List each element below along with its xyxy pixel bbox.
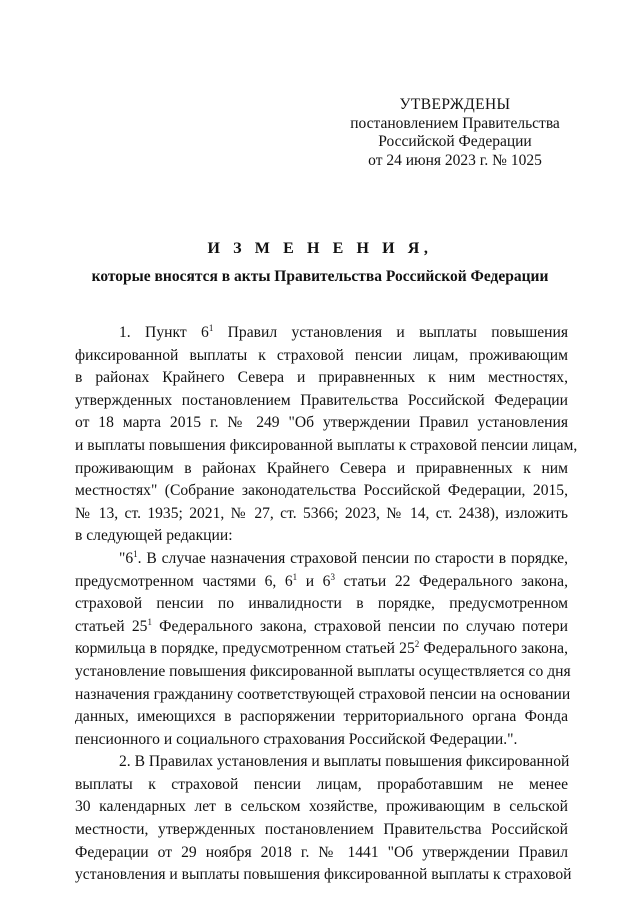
text-line: 2. В Правилах установления и выплаты повышения фиксированной xyxy=(119,753,570,771)
text-line: "$6^1$. В случае назначения страховой пенсии по старости в порядке, xyxy=(119,548,568,567)
document-subtitle: которые вносятся в акты Правительства Российской Федерации xyxy=(91,268,549,285)
text-line: пенсионного и социального страхования Российской Федерации.". xyxy=(75,730,518,748)
text-line: статьей $25^1$ Федерального закона, страховой пенсии по случаю потери xyxy=(75,616,568,635)
text-line: местности, утвержденных постановлением Правительства Российской xyxy=(75,821,568,839)
text-line: данных, имеющихся в распоряжении территориального органа Фонда xyxy=(75,708,568,726)
text-line: утвержденных постановлением Правительства Российской Федерации xyxy=(75,391,568,409)
approved-date-line: от 24 июня 2023 г. № 1025 xyxy=(368,151,542,169)
text-line: Федерации от 29 ноября 2018 г. № 1441 "Об утверждении Правил xyxy=(75,843,568,861)
text-line: и выплаты повышения фиксированной выплаты к страховой пенсии лицам, xyxy=(75,436,578,454)
text-line: 30 календарных лет в сельском хозяйстве, проживающим в сельской xyxy=(75,798,568,816)
text-line: установления и выплаты повышения фиксированной выплаты к страховой xyxy=(75,866,572,884)
text-line: выплаты к страховой пенсии лицам, проработавшим не менее xyxy=(75,775,568,793)
text-line: кормильца в порядке, предусмотренном статьей $25^2$ Федерального закона, xyxy=(75,639,568,658)
approved-authority-line: Российской Федерации xyxy=(378,133,532,150)
document-title: И З М Е Н Е Н И Я, xyxy=(207,240,433,257)
text-line: проживающим в районах Крайнего Севера и приравненных к ним xyxy=(75,459,568,477)
document-body xyxy=(75,322,578,887)
approved-label: УТВЕРЖДЕНЫ xyxy=(399,96,511,113)
text-line: в следующей редакции: xyxy=(75,527,233,545)
text-line: назначения гражданину соответствующей страховой пенсии на основании xyxy=(75,685,571,703)
text-line: предусмотренном частями 6, $6^1$ и $6^3$ статьи 22 Федерального закона, xyxy=(75,571,568,590)
text-line: страховой пенсии по инвалидности в порядке, предусмотренном xyxy=(75,595,568,613)
approved-by-line: постановлением Правительства xyxy=(350,114,560,132)
text-line: 1. Пункт $6^1$ Правил установления и выплаты повышения xyxy=(119,323,568,341)
text-line: от 18 марта 2015 г. № 249 "Об утверждении Правил установления xyxy=(75,414,568,432)
text-line: в районах Крайнего Севера и приравненных к ним местностях, xyxy=(75,369,568,387)
text-line: местностях" (Собрание законодательства Российской Федерации, 2015, xyxy=(75,482,568,500)
text-line: фиксированной выплаты к страховой пенсии лицам, проживающим xyxy=(75,346,568,364)
approval-stamp xyxy=(340,96,570,170)
text-line: установление повышения фиксированной выплаты осуществляется со дня xyxy=(75,662,571,680)
text-line: № 13, ст. 1935; 2021, № 27, ст. 5366; 2023, № 14, ст. 2438), изложить xyxy=(75,504,568,522)
